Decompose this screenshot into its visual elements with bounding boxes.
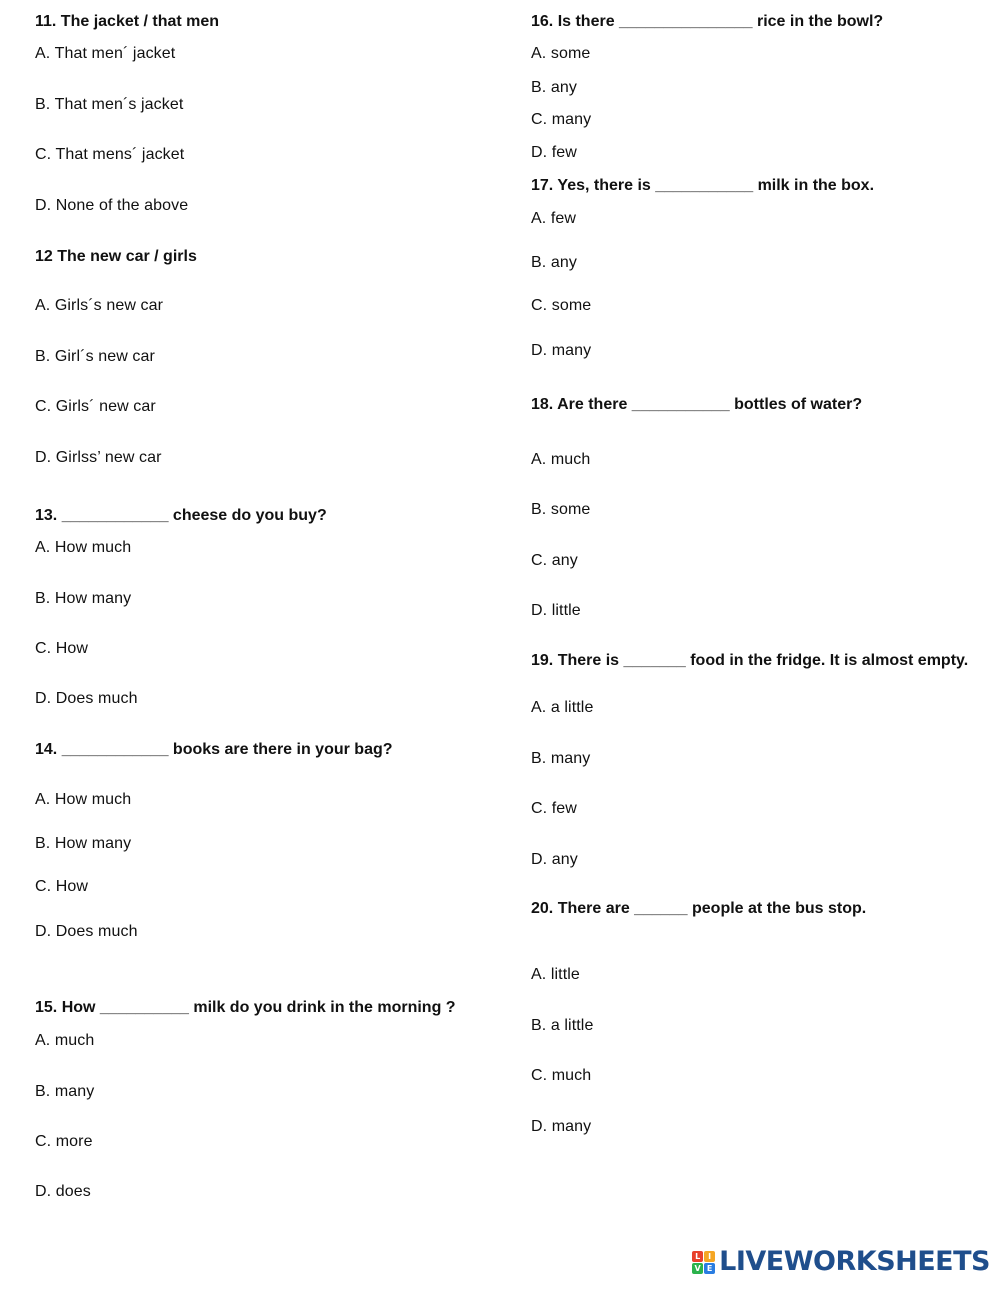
option-q12b[interactable]: B. Girl´s new car xyxy=(35,348,155,365)
option-q17c[interactable]: C. some xyxy=(531,297,592,314)
logo-badge-letter: I xyxy=(704,1251,715,1262)
option-q20c[interactable]: C. much xyxy=(531,1067,592,1084)
option-q11b[interactable]: B. That men´s jacket xyxy=(35,96,184,113)
question-q18: 18. Are there ___________ bottles of water? xyxy=(531,396,863,413)
logo-badge-letter: L xyxy=(692,1251,703,1262)
option-q14b[interactable]: B. How many xyxy=(35,835,132,852)
option-q18c[interactable]: C. any xyxy=(531,552,578,569)
option-q18b[interactable]: B. some xyxy=(531,501,591,518)
question-q11: 11. The jacket / that men xyxy=(35,13,220,30)
option-q13b[interactable]: B. How many xyxy=(35,590,132,607)
option-q11c[interactable]: C. That mens´ jacket xyxy=(35,146,185,163)
option-q20d[interactable]: D. many xyxy=(531,1118,592,1135)
option-q11a[interactable]: A. That men´ jacket xyxy=(35,45,176,62)
option-q11d[interactable]: D. None of the above xyxy=(35,197,189,214)
question-q20: 20. There are ______ people at the bus stop. xyxy=(531,900,867,917)
option-q14d[interactable]: D. Does much xyxy=(35,923,138,940)
option-q17b[interactable]: B. any xyxy=(531,254,577,271)
liveworksheets-logo xyxy=(692,1247,990,1277)
option-q15a[interactable]: A. much xyxy=(35,1032,95,1049)
option-q14c[interactable]: C. How xyxy=(35,878,89,895)
option-q12c[interactable]: C. Girls´ new car xyxy=(35,398,156,415)
option-q13d[interactable]: D. Does much xyxy=(35,690,138,707)
option-q14a[interactable]: A. How much xyxy=(35,791,132,808)
option-q19b[interactable]: B. many xyxy=(531,750,591,767)
option-q16a[interactable]: A. some xyxy=(531,45,591,62)
question-q17: 17. Yes, there is ___________ milk in the box. xyxy=(531,177,875,194)
option-q17d[interactable]: D. many xyxy=(531,342,592,359)
logo-text: LIVEWORKSHEETS xyxy=(719,1246,990,1277)
option-q16d[interactable]: D. few xyxy=(531,144,577,161)
logo-badge-icon xyxy=(692,1251,715,1274)
option-q13a[interactable]: A. How much xyxy=(35,539,132,556)
question-q13: 13. ____________ cheese do you buy? xyxy=(35,507,327,524)
question-q14: 14. ____________ books are there in your bag? xyxy=(35,741,393,758)
option-q16b[interactable]: B. any xyxy=(531,79,577,96)
option-q18d[interactable]: D. little xyxy=(531,602,581,619)
option-q20b[interactable]: B. a little xyxy=(531,1017,594,1034)
option-q19d[interactable]: D. any xyxy=(531,851,578,868)
option-q19c[interactable]: C. few xyxy=(531,800,577,817)
question-q19: 19. There is _______ food in the fridge. It is almost empty. xyxy=(531,652,969,669)
option-q16c[interactable]: C. many xyxy=(531,111,592,128)
option-q20a[interactable]: A. little xyxy=(531,966,580,983)
option-q12a[interactable]: A. Girls´s new car xyxy=(35,297,164,314)
question-q16: 16. Is there _______________ rice in the bowl? xyxy=(531,13,884,30)
question-q12: 12 The new car / girls xyxy=(35,248,197,265)
option-q15b[interactable]: B. many xyxy=(35,1083,95,1100)
option-q12d[interactable]: D. Girlss’ new car xyxy=(35,449,162,466)
option-q15d[interactable]: D. does xyxy=(35,1183,91,1200)
option-q18a[interactable]: A. much xyxy=(531,451,591,468)
option-q15c[interactable]: C. more xyxy=(35,1133,93,1150)
logo-badge-letter: V xyxy=(692,1263,703,1274)
option-q17a[interactable]: A. few xyxy=(531,210,577,227)
option-q13c[interactable]: C. How xyxy=(35,640,89,657)
question-q15: 15. How __________ milk do you drink in the morning ? xyxy=(35,999,456,1016)
logo-badge-letter: E xyxy=(704,1263,715,1274)
option-q19a[interactable]: A. a little xyxy=(531,699,594,716)
